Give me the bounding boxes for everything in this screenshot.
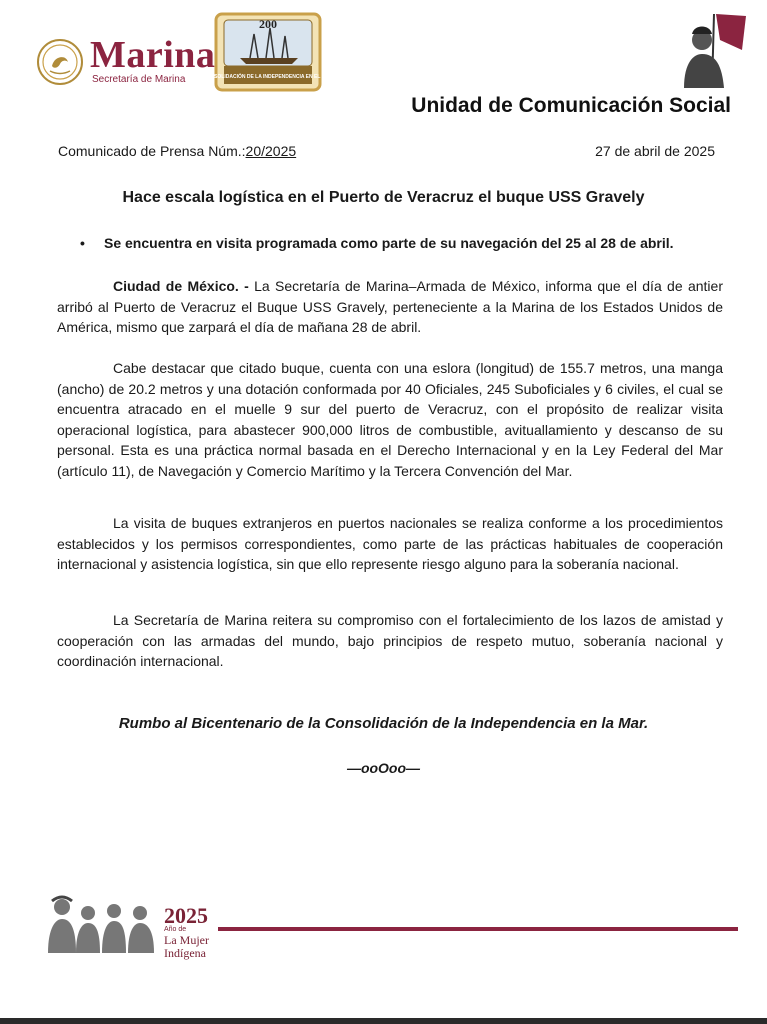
indigenous-women-illustration (42, 893, 160, 953)
paragraph-2-text: Cabe destacar que citado buque, cuenta con una eslora (longitud) de 155.7 metros, una manga (ancho) de 20.2 metros y una dotación conformada por 40 Oficiales, 245 Suboficiales y 6 civiles, el cual se encuentra atracado en el muelle 9 sur del puerto de Veracruz, con el propósito de realizar visita operacional logística, para abastecer 900,000 litros de combustible, avituallamiento y descanso de su personal. Esta es una práctica normal basada en el Derecho Internacional y en la Ley Federal del Mar (artículo 11), de Navegación y Comercio Marítimo y la Tercera Convención del Mar. (57, 360, 723, 479)
paragraph-1 (57, 276, 723, 338)
release-label: Comunicado de Prensa Núm.: (58, 143, 246, 159)
bicentennial-emblem (202, 12, 334, 92)
year-subtitle: Año de (164, 926, 187, 933)
release-date: 27 de abril de 2025 (595, 143, 715, 159)
brand-subtitle: Secretaría de Marina (92, 74, 186, 85)
footer-divider (218, 927, 738, 931)
closing-motto: Rumbo al Bicentenario de la Consolidación de la Independencia en la Mar. (118, 715, 649, 732)
year-logo (164, 903, 209, 960)
bullet-text: Se encuentra en visita programada como parte de su navegación del 25 al 28 de abril. (104, 235, 674, 251)
bullet-dot-icon: • (80, 235, 85, 251)
release-number: 20/2025 (245, 143, 297, 159)
heroine-portrait-icon (672, 10, 750, 90)
paragraph-4 (57, 610, 723, 672)
release-meta (58, 143, 715, 159)
paragraph-1-text: La Secretaría de Marina–Armada de México, informa que el día de antier arribó al Puerto de Veracruz el Buque USS Gravely, perteneciente a la Marina de los Estados Unidos de América, mismo que zarpará el día de mañana 28 de abril. (57, 278, 723, 335)
dateline: Ciudad de México. - (113, 278, 249, 294)
year-number: 2025 (164, 903, 208, 928)
summary-bullet (80, 235, 727, 251)
year-title-1: La Mujer (164, 933, 209, 947)
emblem-number: 200 (259, 17, 277, 31)
bottom-border (0, 1018, 767, 1024)
brand-logo (90, 36, 215, 85)
national-seal-icon (36, 38, 84, 86)
end-mark: —ooOoo— (346, 760, 421, 776)
paragraph-4-text: La Secretaría de Marina reitera su compromiso con el fortalecimiento de los lazos de amistad y cooperación con las armadas del mundo, bajo principios de respeto mutuo, soberanía nacional y coordinación internacional. (57, 612, 723, 669)
emblem-caption: CONSOLIDACIÓN DE LA INDEPENDENCIA EN EL MAR (202, 74, 334, 80)
paragraph-3-text: La visita de buques extranjeros en puertos nacionales se realiza conforme a los procedimientos establecidos y los permisos correspondientes, como parte de las prácticas habituales de cooperación internacional y asistencia logística, sin que ello represente riesgo alguno para la soberanía nacional. (57, 515, 723, 572)
paragraph-2 (57, 358, 723, 481)
year-title-2: Indígena (164, 946, 206, 960)
unit-title: Unidad de Comunicación Social (411, 94, 731, 117)
brand-name: Marina (90, 34, 216, 76)
release-number-line (58, 143, 296, 159)
paragraph-3 (57, 513, 723, 575)
headline: Hace escala logística en el Puerto de Veracruz el buque USS Gravely (122, 189, 645, 206)
